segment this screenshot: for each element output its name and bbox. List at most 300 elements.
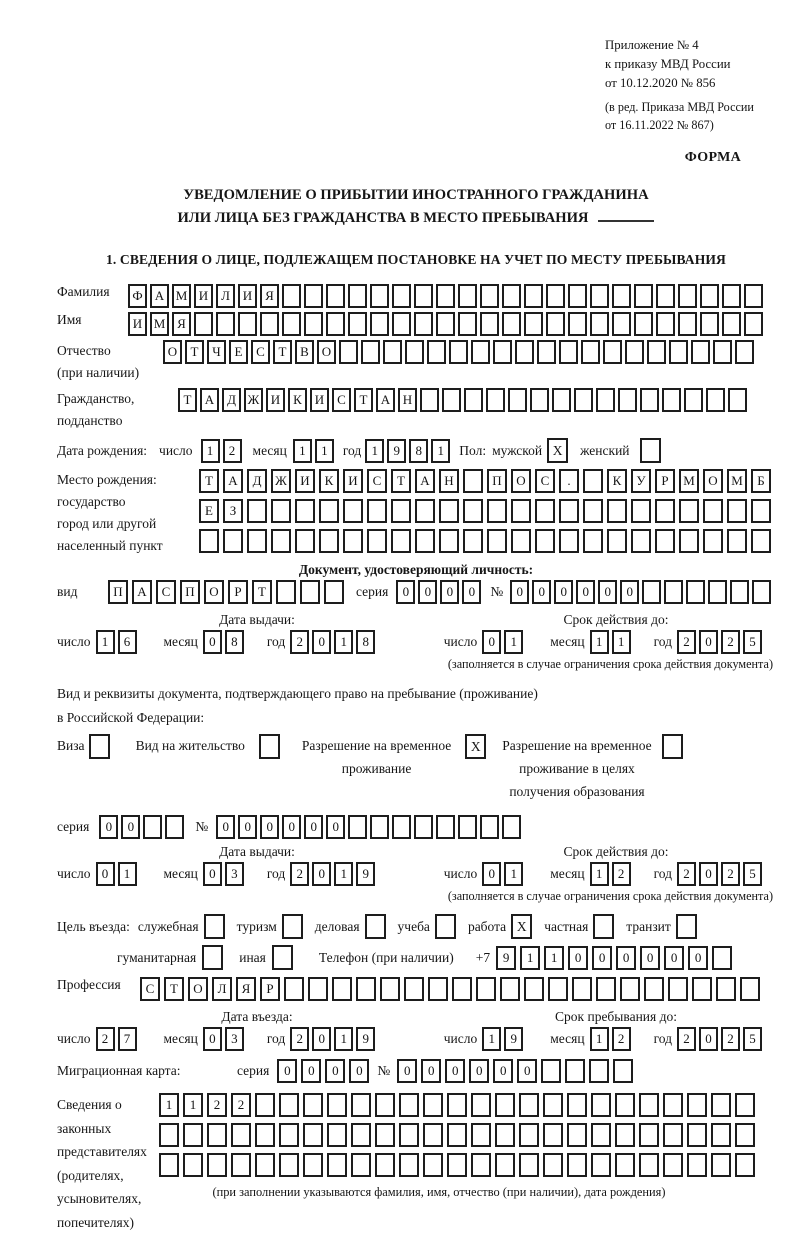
- char-cell[interactable]: Н: [398, 388, 417, 412]
- char-cell[interactable]: [361, 340, 380, 364]
- char-cell[interactable]: [692, 977, 712, 1001]
- char-cell[interactable]: [375, 1123, 395, 1147]
- char-cell[interactable]: 0: [445, 1059, 465, 1083]
- char-cell[interactable]: 1: [590, 1027, 609, 1051]
- char-cell[interactable]: [546, 284, 565, 308]
- char-cell[interactable]: [508, 388, 527, 412]
- char-cell[interactable]: [543, 1123, 563, 1147]
- char-cell[interactable]: С: [332, 388, 351, 412]
- char-cell[interactable]: [713, 340, 732, 364]
- char-cell[interactable]: К: [319, 469, 339, 493]
- char-cell[interactable]: Е: [229, 340, 248, 364]
- char-cell[interactable]: [663, 1153, 683, 1177]
- char-cell[interactable]: [308, 977, 328, 1001]
- char-cell[interactable]: [607, 499, 627, 523]
- char-cell[interactable]: 1: [315, 439, 334, 463]
- char-cell[interactable]: [730, 580, 749, 604]
- char-cell[interactable]: [727, 499, 747, 523]
- char-cell[interactable]: 1: [612, 630, 631, 654]
- char-cell[interactable]: [327, 1153, 347, 1177]
- char-cell[interactable]: [255, 1093, 275, 1117]
- char-cell[interactable]: [740, 977, 760, 1001]
- char-cell[interactable]: [295, 499, 315, 523]
- char-cell[interactable]: Т: [252, 580, 272, 604]
- char-cell[interactable]: [238, 312, 257, 336]
- char-cell[interactable]: К: [607, 469, 627, 493]
- char-cell[interactable]: [612, 312, 631, 336]
- char-cell[interactable]: [752, 580, 771, 604]
- char-cell[interactable]: [370, 815, 389, 839]
- char-cell[interactable]: 1: [544, 946, 564, 970]
- char-cell[interactable]: [596, 388, 615, 412]
- char-cell[interactable]: [640, 388, 659, 412]
- char-cell[interactable]: 0: [421, 1059, 441, 1083]
- char-cell[interactable]: Д: [222, 388, 241, 412]
- char-cell[interactable]: [603, 340, 622, 364]
- char-cell[interactable]: Т: [273, 340, 292, 364]
- char-cell[interactable]: [480, 284, 499, 308]
- char-cell[interactable]: [303, 1153, 323, 1177]
- char-cell[interactable]: 5: [743, 1027, 762, 1051]
- char-cell[interactable]: Р: [260, 977, 280, 1001]
- char-cell[interactable]: 0: [482, 630, 501, 654]
- char-cell[interactable]: [282, 312, 301, 336]
- char-cell[interactable]: [487, 529, 507, 553]
- char-cell[interactable]: [519, 1093, 539, 1117]
- char-cell[interactable]: [471, 1093, 491, 1117]
- char-cell[interactable]: 0: [203, 1027, 222, 1051]
- char-cell[interactable]: С: [140, 977, 160, 1001]
- char-cell[interactable]: Р: [228, 580, 248, 604]
- char-cell[interactable]: [511, 499, 531, 523]
- char-cell[interactable]: 9: [356, 1027, 375, 1051]
- char-cell[interactable]: 2: [721, 630, 740, 654]
- char-cell[interactable]: А: [376, 388, 395, 412]
- char-cell[interactable]: [565, 1059, 585, 1083]
- char-cell[interactable]: [631, 529, 651, 553]
- char-cell[interactable]: С: [367, 469, 387, 493]
- char-cell[interactable]: [567, 1153, 587, 1177]
- sex-female-checkbox[interactable]: [640, 438, 661, 463]
- char-cell[interactable]: [591, 1123, 611, 1147]
- char-cell[interactable]: [375, 1093, 395, 1117]
- char-cell[interactable]: 0: [260, 815, 279, 839]
- char-cell[interactable]: [751, 529, 771, 553]
- char-cell[interactable]: [639, 1093, 659, 1117]
- char-cell[interactable]: [423, 1153, 443, 1177]
- char-cell[interactable]: Т: [178, 388, 197, 412]
- char-cell[interactable]: 2: [207, 1093, 227, 1117]
- char-cell[interactable]: [399, 1153, 419, 1177]
- char-cell[interactable]: [282, 284, 301, 308]
- char-cell[interactable]: Р: [655, 469, 675, 493]
- char-cell[interactable]: [276, 580, 296, 604]
- char-cell[interactable]: 2: [223, 439, 242, 463]
- char-cell[interactable]: П: [487, 469, 507, 493]
- char-cell[interactable]: [414, 312, 433, 336]
- char-cell[interactable]: [183, 1123, 203, 1147]
- temp-residence-education-checkbox[interactable]: [662, 734, 683, 759]
- char-cell[interactable]: [442, 388, 461, 412]
- char-cell[interactable]: О: [703, 469, 723, 493]
- purpose-tourism-checkbox[interactable]: [282, 914, 303, 939]
- char-cell[interactable]: Д: [247, 469, 267, 493]
- char-cell[interactable]: [511, 529, 531, 553]
- char-cell[interactable]: 3: [225, 1027, 244, 1051]
- char-cell[interactable]: 0: [203, 630, 222, 654]
- char-cell[interactable]: [644, 977, 664, 1001]
- char-cell[interactable]: [543, 1153, 563, 1177]
- char-cell[interactable]: М: [172, 284, 191, 308]
- char-cell[interactable]: 1: [96, 630, 115, 654]
- char-cell[interactable]: 2: [290, 862, 309, 886]
- char-cell[interactable]: [581, 340, 600, 364]
- char-cell[interactable]: Я: [236, 977, 256, 1001]
- char-cell[interactable]: [319, 529, 339, 553]
- char-cell[interactable]: С: [251, 340, 270, 364]
- char-cell[interactable]: [423, 1093, 443, 1117]
- char-cell[interactable]: [159, 1123, 179, 1147]
- char-cell[interactable]: И: [128, 312, 147, 336]
- char-cell[interactable]: [535, 499, 555, 523]
- char-cell[interactable]: 1: [334, 1027, 353, 1051]
- char-cell[interactable]: 1: [590, 862, 609, 886]
- char-cell[interactable]: М: [150, 312, 169, 336]
- char-cell[interactable]: [207, 1123, 227, 1147]
- char-cell[interactable]: О: [188, 977, 208, 1001]
- char-cell[interactable]: [615, 1153, 635, 1177]
- visa-checkbox[interactable]: [89, 734, 110, 759]
- char-cell[interactable]: 1: [590, 630, 609, 654]
- char-cell[interactable]: Я: [172, 312, 191, 336]
- char-cell[interactable]: З: [223, 499, 243, 523]
- char-cell[interactable]: 0: [312, 862, 331, 886]
- char-cell[interactable]: 2: [677, 630, 696, 654]
- char-cell[interactable]: [615, 1123, 635, 1147]
- char-cell[interactable]: [351, 1093, 371, 1117]
- char-cell[interactable]: 0: [688, 946, 708, 970]
- char-cell[interactable]: [231, 1123, 251, 1147]
- char-cell[interactable]: Н: [439, 469, 459, 493]
- char-cell[interactable]: 0: [418, 580, 437, 604]
- char-cell[interactable]: [332, 977, 352, 1001]
- residence-permit-checkbox[interactable]: [259, 734, 280, 759]
- char-cell[interactable]: [735, 1123, 755, 1147]
- char-cell[interactable]: [183, 1153, 203, 1177]
- char-cell[interactable]: [524, 977, 544, 1001]
- char-cell[interactable]: [502, 312, 521, 336]
- char-cell[interactable]: 0: [325, 1059, 345, 1083]
- purpose-private-checkbox[interactable]: [593, 914, 614, 939]
- char-cell[interactable]: [686, 580, 705, 604]
- char-cell[interactable]: Т: [164, 977, 184, 1001]
- char-cell[interactable]: [744, 284, 763, 308]
- char-cell[interactable]: 2: [612, 1027, 631, 1051]
- char-cell[interactable]: [392, 815, 411, 839]
- char-cell[interactable]: 9: [504, 1027, 523, 1051]
- char-cell[interactable]: [711, 1153, 731, 1177]
- char-cell[interactable]: [524, 312, 543, 336]
- char-cell[interactable]: О: [511, 469, 531, 493]
- char-cell[interactable]: [559, 499, 579, 523]
- char-cell[interactable]: [583, 499, 603, 523]
- char-cell[interactable]: [572, 977, 592, 1001]
- char-cell[interactable]: [524, 284, 543, 308]
- char-cell[interactable]: [559, 529, 579, 553]
- char-cell[interactable]: [247, 529, 267, 553]
- char-cell[interactable]: 0: [598, 580, 617, 604]
- char-cell[interactable]: 1: [334, 630, 353, 654]
- char-cell[interactable]: [687, 1093, 707, 1117]
- char-cell[interactable]: [391, 499, 411, 523]
- char-cell[interactable]: [722, 312, 741, 336]
- char-cell[interactable]: [700, 312, 719, 336]
- char-cell[interactable]: [678, 284, 697, 308]
- char-cell[interactable]: 8: [356, 630, 375, 654]
- char-cell[interactable]: 0: [482, 862, 501, 886]
- char-cell[interactable]: [691, 340, 710, 364]
- char-cell[interactable]: 0: [493, 1059, 513, 1083]
- char-cell[interactable]: 2: [677, 862, 696, 886]
- char-cell[interactable]: А: [132, 580, 152, 604]
- char-cell[interactable]: [143, 815, 162, 839]
- char-cell[interactable]: 0: [532, 580, 551, 604]
- char-cell[interactable]: 0: [469, 1059, 489, 1083]
- char-cell[interactable]: [447, 1093, 467, 1117]
- char-cell[interactable]: [722, 284, 741, 308]
- char-cell[interactable]: [664, 580, 683, 604]
- char-cell[interactable]: 2: [612, 862, 631, 886]
- char-cell[interactable]: [703, 529, 723, 553]
- char-cell[interactable]: [583, 469, 603, 493]
- char-cell[interactable]: [568, 284, 587, 308]
- char-cell[interactable]: 0: [312, 1027, 331, 1051]
- purpose-work-checkbox[interactable]: X: [511, 914, 532, 939]
- char-cell[interactable]: [662, 388, 681, 412]
- char-cell[interactable]: 1: [431, 439, 450, 463]
- char-cell[interactable]: 0: [517, 1059, 537, 1083]
- char-cell[interactable]: [711, 1093, 731, 1117]
- char-cell[interactable]: [548, 977, 568, 1001]
- char-cell[interactable]: 8: [225, 630, 244, 654]
- char-cell[interactable]: 0: [203, 862, 222, 886]
- char-cell[interactable]: И: [343, 469, 363, 493]
- char-cell[interactable]: 0: [99, 815, 118, 839]
- char-cell[interactable]: [634, 284, 653, 308]
- char-cell[interactable]: [590, 284, 609, 308]
- char-cell[interactable]: [327, 1093, 347, 1117]
- char-cell[interactable]: [668, 977, 688, 1001]
- char-cell[interactable]: [568, 312, 587, 336]
- char-cell[interactable]: И: [238, 284, 257, 308]
- char-cell[interactable]: 1: [504, 862, 523, 886]
- char-cell[interactable]: 1: [520, 946, 540, 970]
- char-cell[interactable]: П: [108, 580, 128, 604]
- char-cell[interactable]: [589, 1059, 609, 1083]
- char-cell[interactable]: 0: [304, 815, 323, 839]
- char-cell[interactable]: 2: [721, 862, 740, 886]
- char-cell[interactable]: [260, 312, 279, 336]
- purpose-other-checkbox[interactable]: [272, 945, 293, 970]
- char-cell[interactable]: 9: [356, 862, 375, 886]
- char-cell[interactable]: И: [194, 284, 213, 308]
- char-cell[interactable]: [687, 1153, 707, 1177]
- char-cell[interactable]: [567, 1093, 587, 1117]
- char-cell[interactable]: 0: [699, 630, 718, 654]
- purpose-official-checkbox[interactable]: [204, 914, 225, 939]
- char-cell[interactable]: [656, 284, 675, 308]
- char-cell[interactable]: [639, 1123, 659, 1147]
- char-cell[interactable]: 0: [396, 580, 415, 604]
- char-cell[interactable]: 2: [231, 1093, 251, 1117]
- char-cell[interactable]: 1: [159, 1093, 179, 1117]
- char-cell[interactable]: [700, 284, 719, 308]
- char-cell[interactable]: [631, 499, 651, 523]
- sex-male-checkbox[interactable]: X: [547, 438, 568, 463]
- char-cell[interactable]: [596, 977, 616, 1001]
- char-cell[interactable]: 0: [238, 815, 257, 839]
- char-cell[interactable]: [634, 312, 653, 336]
- char-cell[interactable]: [375, 1153, 395, 1177]
- char-cell[interactable]: [735, 1093, 755, 1117]
- char-cell[interactable]: [326, 312, 345, 336]
- char-cell[interactable]: [502, 284, 521, 308]
- char-cell[interactable]: [684, 388, 703, 412]
- char-cell[interactable]: Т: [185, 340, 204, 364]
- char-cell[interactable]: К: [288, 388, 307, 412]
- char-cell[interactable]: [428, 977, 448, 1001]
- char-cell[interactable]: [420, 388, 439, 412]
- char-cell[interactable]: [543, 1093, 563, 1117]
- char-cell[interactable]: [216, 312, 235, 336]
- char-cell[interactable]: [327, 1123, 347, 1147]
- char-cell[interactable]: А: [150, 284, 169, 308]
- char-cell[interactable]: У: [631, 469, 651, 493]
- char-cell[interactable]: [502, 815, 521, 839]
- char-cell[interactable]: А: [415, 469, 435, 493]
- char-cell[interactable]: В: [295, 340, 314, 364]
- char-cell[interactable]: 1: [201, 439, 220, 463]
- char-cell[interactable]: [620, 977, 640, 1001]
- char-cell[interactable]: 1: [183, 1093, 203, 1117]
- char-cell[interactable]: [476, 977, 496, 1001]
- char-cell[interactable]: [370, 284, 389, 308]
- char-cell[interactable]: 2: [96, 1027, 115, 1051]
- char-cell[interactable]: Т: [354, 388, 373, 412]
- char-cell[interactable]: [458, 284, 477, 308]
- char-cell[interactable]: [300, 580, 320, 604]
- char-cell[interactable]: С: [535, 469, 555, 493]
- char-cell[interactable]: [351, 1153, 371, 1177]
- char-cell[interactable]: 2: [677, 1027, 696, 1051]
- char-cell[interactable]: [392, 312, 411, 336]
- char-cell[interactable]: А: [200, 388, 219, 412]
- char-cell[interactable]: 0: [312, 630, 331, 654]
- char-cell[interactable]: [519, 1123, 539, 1147]
- purpose-transit-checkbox[interactable]: [676, 914, 697, 939]
- char-cell[interactable]: Я: [260, 284, 279, 308]
- char-cell[interactable]: [391, 529, 411, 553]
- char-cell[interactable]: П: [180, 580, 200, 604]
- char-cell[interactable]: [655, 499, 675, 523]
- char-cell[interactable]: 0: [440, 580, 459, 604]
- char-cell[interactable]: 2: [290, 630, 309, 654]
- char-cell[interactable]: М: [679, 469, 699, 493]
- char-cell[interactable]: [487, 499, 507, 523]
- char-cell[interactable]: [194, 312, 213, 336]
- char-cell[interactable]: [744, 312, 763, 336]
- char-cell[interactable]: [447, 1123, 467, 1147]
- char-cell[interactable]: [486, 388, 505, 412]
- char-cell[interactable]: 0: [301, 1059, 321, 1083]
- char-cell[interactable]: 0: [664, 946, 684, 970]
- char-cell[interactable]: 1: [365, 439, 384, 463]
- char-cell[interactable]: [639, 1153, 659, 1177]
- char-cell[interactable]: [618, 388, 637, 412]
- char-cell[interactable]: [574, 388, 593, 412]
- char-cell[interactable]: [326, 284, 345, 308]
- char-cell[interactable]: [463, 499, 483, 523]
- char-cell[interactable]: [279, 1093, 299, 1117]
- char-cell[interactable]: О: [317, 340, 336, 364]
- char-cell[interactable]: 9: [496, 946, 516, 970]
- char-cell[interactable]: 0: [699, 1027, 718, 1051]
- char-cell[interactable]: [493, 340, 512, 364]
- char-cell[interactable]: 0: [397, 1059, 417, 1083]
- char-cell[interactable]: 0: [616, 946, 636, 970]
- char-cell[interactable]: [348, 284, 367, 308]
- char-cell[interactable]: 0: [282, 815, 301, 839]
- char-cell[interactable]: [519, 1153, 539, 1177]
- char-cell[interactable]: [279, 1123, 299, 1147]
- char-cell[interactable]: [380, 977, 400, 1001]
- char-cell[interactable]: [404, 977, 424, 1001]
- char-cell[interactable]: Л: [216, 284, 235, 308]
- char-cell[interactable]: [458, 312, 477, 336]
- char-cell[interactable]: [735, 340, 754, 364]
- char-cell[interactable]: [370, 312, 389, 336]
- char-cell[interactable]: 0: [462, 580, 481, 604]
- char-cell[interactable]: [427, 340, 446, 364]
- char-cell[interactable]: [271, 529, 291, 553]
- char-cell[interactable]: [199, 529, 219, 553]
- char-cell[interactable]: [452, 977, 472, 1001]
- char-cell[interactable]: [343, 529, 363, 553]
- char-cell[interactable]: 0: [349, 1059, 369, 1083]
- char-cell[interactable]: 2: [721, 1027, 740, 1051]
- char-cell[interactable]: 3: [225, 862, 244, 886]
- char-cell[interactable]: [449, 340, 468, 364]
- char-cell[interactable]: [703, 499, 723, 523]
- char-cell[interactable]: [615, 1093, 635, 1117]
- char-cell[interactable]: [339, 340, 358, 364]
- char-cell[interactable]: [687, 1123, 707, 1147]
- char-cell[interactable]: [383, 340, 402, 364]
- char-cell[interactable]: 0: [568, 946, 588, 970]
- char-cell[interactable]: [159, 1153, 179, 1177]
- char-cell[interactable]: [415, 529, 435, 553]
- char-cell[interactable]: [591, 1093, 611, 1117]
- char-cell[interactable]: [439, 499, 459, 523]
- char-cell[interactable]: 7: [118, 1027, 137, 1051]
- char-cell[interactable]: [399, 1093, 419, 1117]
- char-cell[interactable]: [500, 977, 520, 1001]
- char-cell[interactable]: [706, 388, 725, 412]
- char-cell[interactable]: И: [310, 388, 329, 412]
- char-cell[interactable]: И: [295, 469, 315, 493]
- char-cell[interactable]: 0: [640, 946, 660, 970]
- char-cell[interactable]: [324, 580, 344, 604]
